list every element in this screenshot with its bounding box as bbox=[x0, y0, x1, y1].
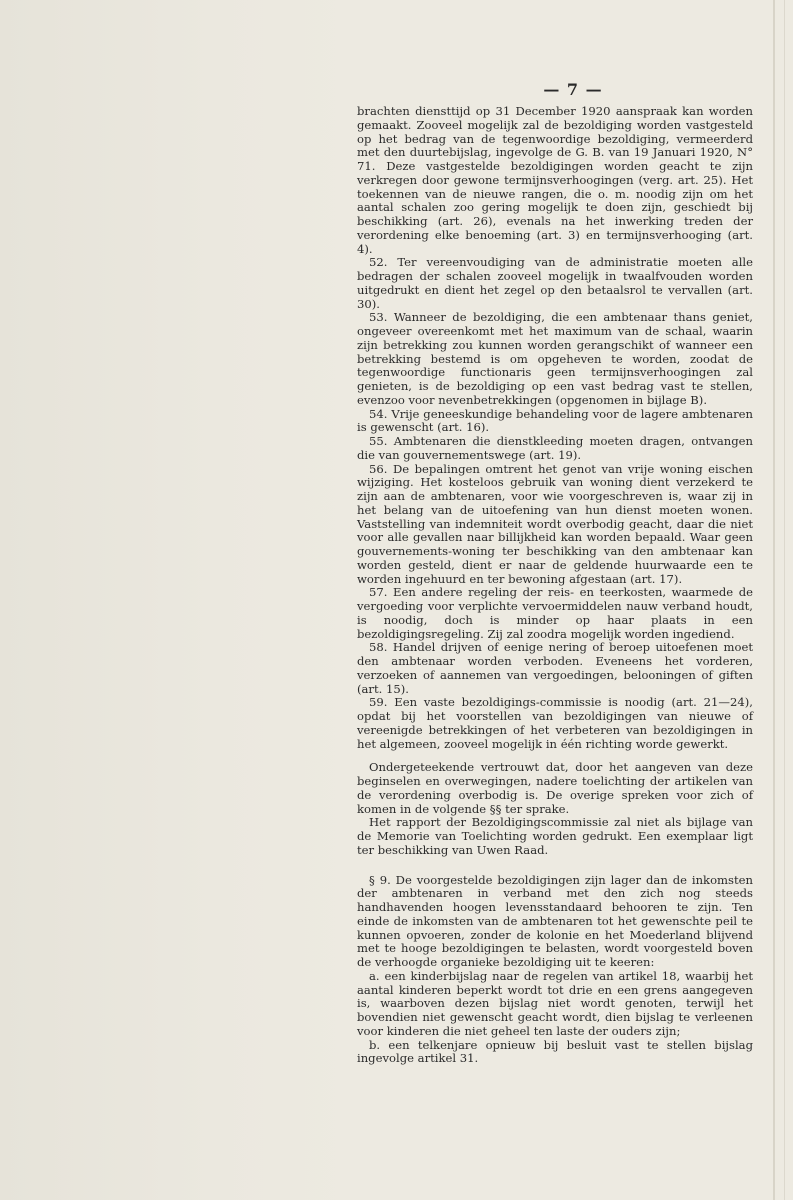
paragraph-58: 58. Handel drijven of eenige nering of beroep uitoefenen moet den ambtenaar worden verboden. Eveneens het vorderen, verzoeken of aannemen van vergoedingen, belooningen of giften (art. 15). bbox=[357, 640, 753, 696]
paragraph-item-a: a. een kinderbijslag naar de regelen van artikel 18, waarbij het aantal kinderen beperkt wordt tot drie en een grens aangegeven is, waarboven dezen bijslag niet wordt genoten, terwijl het bovendien niet gewenscht geacht wordt, dien bijslag te verleenen voor kinderen die niet geheel ten laste der ouders zijn; bbox=[357, 968, 753, 1038]
page-edge-outer bbox=[784, 0, 785, 1200]
paragraph-59: 59. Een vaste bezoldigings-commissie is noodig (art. 21—24), opdat bij het voorstellen van bezoldigingen van nieuwe of vereenigde betrekkingen of het verbeteren van bezoldigingen in het algemeen, zooveel mogelijk in één richting worde gewerkt. bbox=[357, 695, 753, 751]
blank-margin bbox=[0, 0, 355, 1200]
paragraph-section-9: § 9. De voorgestelde bezoldigingen zijn lager dan de inkomsten der ambtenaren in verband met den zich nog steeds handhavenden hoogen levensstandaard behooren te zijn. Ten einde de inkomsten van de ambtenaren tot het gewenschte peil te kunnen opvoeren, zonder de kolonie en het Moederland blijvend met te hooge bezoldigingen te belasten, wordt voorgesteld boven de verhoogde organieke bezoldiging uit te keeren: bbox=[357, 872, 753, 969]
paragraph-report: Het rapport der Bezoldigingscommissie zal niet als bijlage van de Memorie van Toelichting worden gedrukt. Een exemplaar ligt ter beschikking van Uwen Raad. bbox=[357, 815, 753, 857]
paragraph-56: 56. De bepalingen omtrent het genot van vrije woning eischen wijziging. Het kosteloos gebruik van woning dient verzekerd te zijn aan de ambtenaren, voor wie voorgeschreven is, waar zij in het belang van de uitoefening van hun dienst moeten wonen. Vaststelling van indemniteit wordt overbodig geacht, daar die niet voor alle gevallen naar billijkheid kan worden bepaald. Waar geen gouvernements-woning ter beschikking van den ambtenaar kan worden gesteld, dient er naar de geldende huurwaarde een te worden ingehuurd en ter bewoning afgestaan (art. 17). bbox=[357, 461, 753, 586]
paragraph-closing: Ondergeteekende vertrouwt dat, door het aangeven van deze beginselen en overwegingen, nadere toelichting der artikelen van de verordening overbodig is. De overige spreken voor zich of komen in de volgende §§ ter sprake. bbox=[357, 760, 753, 816]
paragraph-54: 54. Vrije geneeskundige behandeling voor de lagere ambtenaren is gewenscht (art. 16). bbox=[357, 406, 753, 435]
page-number: — 7 — bbox=[543, 80, 603, 99]
paragraph-57: 57. Een andere regeling der reis- en teerkosten, waarmede de vergoeding voor verplichte vervoermiddelen nauw verband houdt, is noodig, doch is minder op haar plaats in een bezoldigingsregeling. Zij zal zoodra mogelijk worden ingediend. bbox=[357, 585, 753, 641]
paragraph-continuation: brachten diensttijd op 31 December 1920 aanspraak kan worden gemaakt. Zooveel mogelijk zal de bezoldiging worden vastgesteld op het bedrag van de tegenwoordige bezoldiging, vermeerderd met den duurtebijslag, ingevolge de G. B. van 19 Januari 1920, N° 71. Deze vastgestelde bezoldigingen worden geacht te zijn verkregen door gewone termijnsverhoogingen (verg. art. 25). Het toekennen van de nieuwe rangen, die o. m. noodig zijn om het aantal schalen zoo gering mogelijk te doen zijn, geschiedt bij beschikking (art. 26), evenals na het inwerking treden der verordening elke benoeming (art. 3) en termijnsverhooging (art. 4). bbox=[357, 104, 753, 256]
paragraph-55: 55. Ambtenaren die dienstkleeding moeten dragen, ontvangen die van gouvernementswege (art. 19). bbox=[357, 434, 753, 462]
paragraph-52: 52. Ter vereenvoudiging van de administratie moeten alle bedragen der schalen zooveel mogelijk in twaalfvouden worden uitgedrukt en dient het zegel op den betaalsrol te vervallen (art. 30). bbox=[357, 255, 753, 311]
paragraph-item-b: b. een telkenjare opnieuw bij besluit vast te stellen bijslag ingevolge artikel 31. bbox=[357, 1037, 753, 1066]
page-edge bbox=[773, 0, 775, 1200]
text-column bbox=[357, 105, 753, 1066]
paragraph-53: 53. Wanneer de bezoldiging, die een ambtenaar thans geniet, ongeveer overeenkomt met het maximum van de schaal, waarin zijn betrekking zou kunnen worden gerangschikt of wanneer een betrekking bestemd is om opgeheven te worden, zoodat de tegenwoordige functionaris geen termijnsverhoogingen zal genieten, is de bezoldiging op een vast bedrag vast te stellen, evenzoo voor nevenbetrekkingen (opgenomen in bijlage B). bbox=[357, 310, 753, 407]
